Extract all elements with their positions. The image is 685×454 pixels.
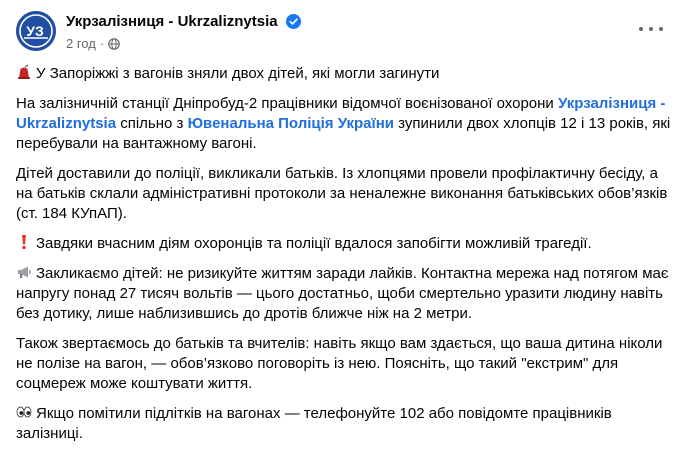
- post-paragraph-3: Дітей доставили до поліції, викликали батьків. Із хлопцями провели профілактичну бесіду, а на батьків склали адміністративні протоколи за неналежне виконання батьківських обов’язків (ст. 184 КУпАП).: [16, 165, 668, 222]
- author-name[interactable]: Укрзалізниця - Ukrzaliznytsia: [66, 13, 278, 30]
- paragraph-text: Закликаємо дітей: не ризикуйте життям заради лайків. Контактна мережа над потягом має напругу понад 27 тисяч вольтів — цього достатньо, щоби смертельно уразити людину навіть без дотику, лише наблизившись до дротів ближче ніж на 2 метри.: [16, 265, 669, 322]
- paragraph-text: Якщо помітили підлітків на вагонах — телефонуйте 102 або повідомте працівників залізниці.: [16, 405, 612, 442]
- paragraph-text: спільно з: [116, 115, 188, 132]
- paragraph-text: Завдяки вчасним діям охоронців та поліції вдалося запобігти можливій трагедії.: [36, 235, 592, 252]
- post-paragraph-2: [16, 94, 676, 154]
- author-name-row: [66, 13, 301, 33]
- post-body: [16, 64, 676, 454]
- avatar-text: УЗ: [26, 23, 44, 39]
- red-hat-emoji: [16, 64, 32, 80]
- meta-separator: ·: [99, 36, 105, 51]
- post-headline: У Запоріжжі з вагонів зняли двох дітей, які могли загинути: [36, 65, 440, 82]
- eyes-emoji: [16, 404, 32, 420]
- exclamation-emoji: [16, 234, 32, 250]
- post-paragraph-6: Також звертаємось до батьків та вчителів: навіть якщо вам здається, що ваша дитина ніколи не полізе на вагон, — обов’язково поговоріть із нею. Поясніть, що такий "екстрим" для соцмереж може коштувати життя.: [16, 335, 663, 392]
- post-paragraph-7: [16, 404, 676, 444]
- page-link-ukrzaliznytsia[interactable]: Укрзалізниця - Ukrzaliznytsia: [16, 95, 666, 132]
- post-meta: [66, 36, 120, 53]
- post-paragraph-1: [16, 64, 676, 84]
- verified-badge-icon: [286, 14, 301, 33]
- post-paragraph-4: [16, 234, 676, 254]
- megaphone-emoji: [16, 264, 32, 280]
- post-timestamp[interactable]: 2 год: [66, 36, 96, 51]
- globe-icon[interactable]: [108, 38, 120, 53]
- post-header: [16, 9, 669, 57]
- avatar[interactable]: [16, 11, 56, 51]
- page-link-juvenile-police[interactable]: Ювенальна Поліція України: [187, 115, 394, 132]
- paragraph-text: зупинили двох хлопців 12 і 13 років, які перебували на вантажному вагоні.: [16, 115, 671, 152]
- paragraph-text: На залізничній станції Дніпробуд-2 працівники відомчої воєнізованої охорони: [16, 95, 558, 112]
- post-paragraph-5: [16, 264, 676, 324]
- more-options-icon[interactable]: [639, 21, 663, 37]
